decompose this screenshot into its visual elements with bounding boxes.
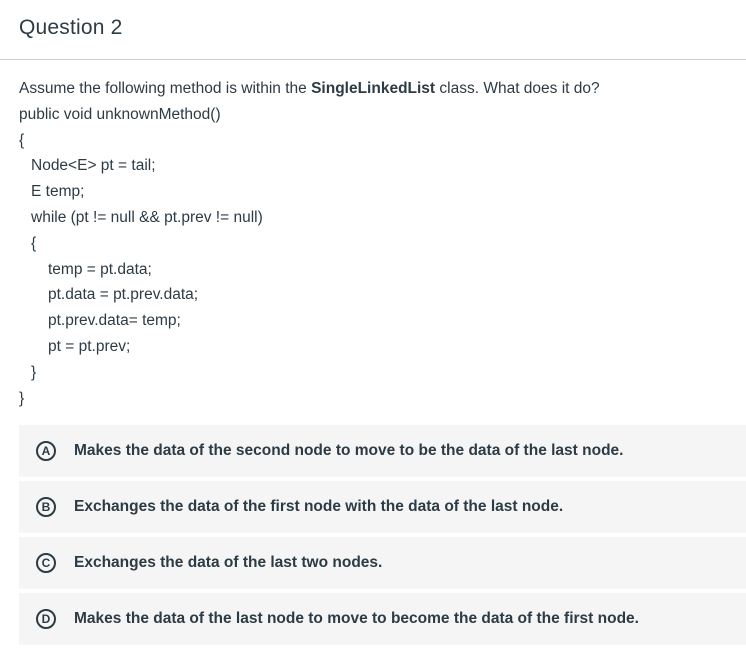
answer-option-b[interactable] xyxy=(19,481,746,533)
answer-text-d: Makes the data of the last node to move to become the data of the first node. xyxy=(74,610,639,627)
code-line: } xyxy=(31,363,37,381)
question-header xyxy=(0,0,746,60)
question-prompt xyxy=(19,76,719,102)
question-title: Question 2 xyxy=(19,16,123,39)
question-body xyxy=(19,76,719,411)
answer-letter-a: A xyxy=(36,441,56,461)
code-line: pt.prev.data= temp; xyxy=(48,312,181,330)
answer-letter-c: C xyxy=(36,553,56,573)
code-line: { xyxy=(19,131,25,149)
answer-text-c: Exchanges the data of the last two nodes. xyxy=(74,554,383,571)
code-line: public void unknownMethod() xyxy=(19,105,221,123)
answer-option-d[interactable] xyxy=(19,593,746,645)
code-line: } xyxy=(19,389,25,407)
answer-option-a[interactable] xyxy=(19,425,746,477)
answer-letter-b: B xyxy=(36,497,56,517)
prompt-prefix: Assume the following method is within the xyxy=(19,80,312,97)
answer-text-a: Makes the data of the second node to move to be the data of the last node. xyxy=(74,442,624,459)
prompt-class-name: SingleLinkedList xyxy=(311,80,436,97)
answer-option-c[interactable] xyxy=(19,537,746,589)
code-line: temp = pt.data; xyxy=(48,260,152,278)
prompt-suffix: class. What does it do? xyxy=(435,80,600,97)
code-line: pt = pt.prev; xyxy=(48,337,131,355)
code-line: while (pt != null && pt.prev != null) xyxy=(31,208,263,226)
code-line: E temp; xyxy=(31,183,85,201)
code-line: Node<E> pt = tail; xyxy=(31,157,156,175)
code-line: { xyxy=(31,234,37,252)
answer-list xyxy=(19,425,746,649)
answer-text-b: Exchanges the data of the first node with the data of the last node. xyxy=(74,498,564,515)
code-line: pt.data = pt.prev.data; xyxy=(48,286,199,304)
answer-letter-d: D xyxy=(36,609,56,629)
